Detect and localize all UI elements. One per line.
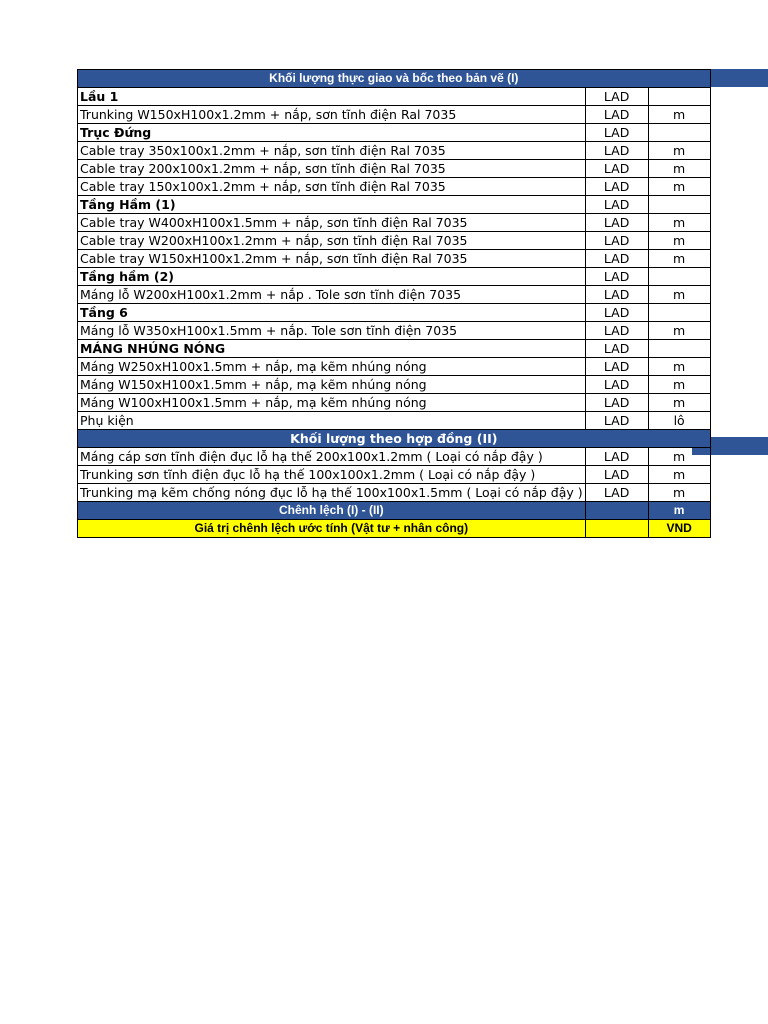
measure-unit-cell[interactable]	[648, 268, 710, 286]
measure-unit-cell[interactable]: m	[648, 286, 710, 304]
table-row	[78, 268, 711, 286]
item-description-cell[interactable]: Tầng Hầm (1)	[78, 196, 586, 214]
table-row	[78, 484, 711, 502]
table-row	[78, 376, 711, 394]
table-row	[78, 322, 711, 340]
item-description-cell[interactable]: Cable tray W200xH100x1.2mm + nắp, sơn tĩnh điện Ral 7035	[78, 232, 586, 250]
unit-cell[interactable]: LAD	[585, 304, 648, 322]
item-description-cell[interactable]: Trunking sơn tĩnh điện đục lỗ hạ thế 100x100x1.2mm ( Loại có nắp đậy )	[78, 466, 586, 484]
unit-cell[interactable]: LAD	[585, 322, 648, 340]
item-description-cell[interactable]: Máng cáp sơn tĩnh điện đục lỗ hạ thế 200x100x1.2mm ( Loại có nắp đậy )	[78, 448, 586, 466]
difference-row-measure[interactable]: m	[648, 502, 710, 520]
table-row	[78, 286, 711, 304]
measure-unit-cell[interactable]: m	[648, 484, 710, 502]
spreadsheet-body	[78, 70, 711, 538]
item-description-cell[interactable]: Cable tray 150x100x1.2mm + nắp, sơn tĩnh điện Ral 7035	[78, 178, 586, 196]
measure-unit-cell[interactable]: m	[648, 214, 710, 232]
measure-unit-cell[interactable]: m	[648, 322, 710, 340]
section2-title[interactable]: Khối lượng theo hợp đồng (II)	[78, 430, 711, 448]
measure-unit-cell[interactable]	[648, 196, 710, 214]
item-description-cell[interactable]: Máng lỗ W200xH100x1.2mm + nắp . Tole sơn tĩnh điện 7035	[78, 286, 586, 304]
measure-unit-cell[interactable]: m	[648, 376, 710, 394]
unit-cell[interactable]: LAD	[585, 394, 648, 412]
table-row	[78, 250, 711, 268]
measure-unit-cell[interactable]: m	[648, 160, 710, 178]
table-row	[78, 340, 711, 358]
unit-cell[interactable]: LAD	[585, 340, 648, 358]
estimated-value-row-unit[interactable]	[585, 520, 648, 538]
section1-title[interactable]: Khối lượng thực giao và bốc theo bản vẽ (I)	[78, 70, 711, 88]
unit-cell[interactable]: LAD	[585, 484, 648, 502]
item-description-cell[interactable]: Cable tray W400xH100x1.5mm + nắp, sơn tĩnh điện Ral 7035	[78, 214, 586, 232]
unit-cell[interactable]: LAD	[585, 88, 648, 106]
item-description-cell[interactable]: Trunking W150xH100x1.2mm + nắp, sơn tĩnh điện Ral 7035	[78, 106, 586, 124]
measure-unit-cell[interactable]: m	[648, 178, 710, 196]
measure-unit-cell[interactable]	[648, 340, 710, 358]
item-description-cell[interactable]: Cable tray 350x100x1.2mm + nắp, sơn tĩnh điện Ral 7035	[78, 142, 586, 160]
table-row	[78, 358, 711, 376]
unit-cell[interactable]: LAD	[585, 412, 648, 430]
difference-row	[78, 502, 711, 520]
difference-row-label[interactable]: Chênh lệch (I) - (II)	[78, 502, 586, 520]
measure-unit-cell[interactable]	[648, 124, 710, 142]
unit-cell[interactable]: LAD	[585, 214, 648, 232]
table-row	[78, 106, 711, 124]
item-description-cell[interactable]: Cable tray 200x100x1.2mm + nắp, sơn tĩnh điện Ral 7035	[78, 160, 586, 178]
measure-unit-cell[interactable]: m	[648, 394, 710, 412]
unit-cell[interactable]: LAD	[585, 178, 648, 196]
measure-unit-cell[interactable]: m	[648, 106, 710, 124]
unit-cell[interactable]: LAD	[585, 250, 648, 268]
item-description-cell[interactable]: Máng W150xH100x1.5mm + nắp, mạ kẽm nhúng nóng	[78, 376, 586, 394]
measure-unit-cell[interactable]: m	[648, 232, 710, 250]
unit-cell[interactable]: LAD	[585, 286, 648, 304]
unit-cell[interactable]: LAD	[585, 124, 648, 142]
unit-cell[interactable]: LAD	[585, 268, 648, 286]
unit-cell[interactable]: LAD	[585, 466, 648, 484]
table-row	[78, 304, 711, 322]
measure-unit-cell[interactable]: m	[648, 142, 710, 160]
measure-unit-cell[interactable]: m	[648, 448, 710, 466]
item-description-cell[interactable]: Tầng hầm (2)	[78, 268, 586, 286]
table-row	[78, 142, 711, 160]
table-row	[78, 394, 711, 412]
difference-row-unit[interactable]	[585, 502, 648, 520]
unit-cell[interactable]: LAD	[585, 376, 648, 394]
table-row	[78, 232, 711, 250]
item-description-cell[interactable]: Phụ kiện	[78, 412, 586, 430]
spreadsheet-table	[77, 69, 711, 538]
item-description-cell[interactable]: MÁNG NHÚNG NÓNG	[78, 340, 586, 358]
table-row	[78, 124, 711, 142]
estimated-value-row-label[interactable]: Giá trị chênh lệch ước tính (Vật tư + nhân công)	[78, 520, 586, 538]
unit-cell[interactable]: LAD	[585, 196, 648, 214]
item-description-cell[interactable]: Cable tray W150xH100x1.2mm + nắp, sơn tĩnh điện Ral 7035	[78, 250, 586, 268]
table-row	[78, 196, 711, 214]
unit-cell[interactable]: LAD	[585, 358, 648, 376]
table-row	[78, 88, 711, 106]
unit-cell[interactable]: LAD	[585, 106, 648, 124]
estimated-value-row-measure[interactable]: VND	[648, 520, 710, 538]
measure-unit-cell[interactable]	[648, 304, 710, 322]
unit-cell[interactable]: LAD	[585, 142, 648, 160]
item-description-cell[interactable]: Máng lỗ W350xH100x1.5mm + nắp. Tole sơn tĩnh điện 7035	[78, 322, 586, 340]
item-description-cell[interactable]: Máng W250xH100x1.5mm + nắp, mạ kẽm nhúng nóng	[78, 358, 586, 376]
item-description-cell[interactable]: Máng W100xH100x1.5mm + nắp, mạ kẽm nhúng nóng	[78, 394, 586, 412]
estimated-value-row	[78, 520, 711, 538]
table-row	[78, 160, 711, 178]
item-description-cell[interactable]: Tầng 6	[78, 304, 586, 322]
item-description-cell[interactable]: Lầu 1	[78, 88, 586, 106]
section-header-row	[78, 70, 711, 88]
measure-unit-cell[interactable]: m	[648, 466, 710, 484]
table-row	[78, 412, 711, 430]
unit-cell[interactable]: LAD	[585, 448, 648, 466]
measure-unit-cell[interactable]: lô	[648, 412, 710, 430]
table-row	[78, 178, 711, 196]
section-header-row	[78, 430, 711, 448]
unit-cell[interactable]: LAD	[585, 160, 648, 178]
measure-unit-cell[interactable]: m	[648, 358, 710, 376]
item-description-cell[interactable]: Trục Đứng	[78, 124, 586, 142]
unit-cell[interactable]: LAD	[585, 232, 648, 250]
measure-unit-cell[interactable]	[648, 88, 710, 106]
table-row	[78, 466, 711, 484]
table-row	[78, 448, 711, 466]
table-row	[78, 214, 711, 232]
measure-unit-cell[interactable]: m	[648, 250, 710, 268]
item-description-cell[interactable]: Trunking mạ kẽm chống nóng đục lỗ hạ thế 100x100x1.5mm ( Loại có nắp đậy )	[78, 484, 586, 502]
